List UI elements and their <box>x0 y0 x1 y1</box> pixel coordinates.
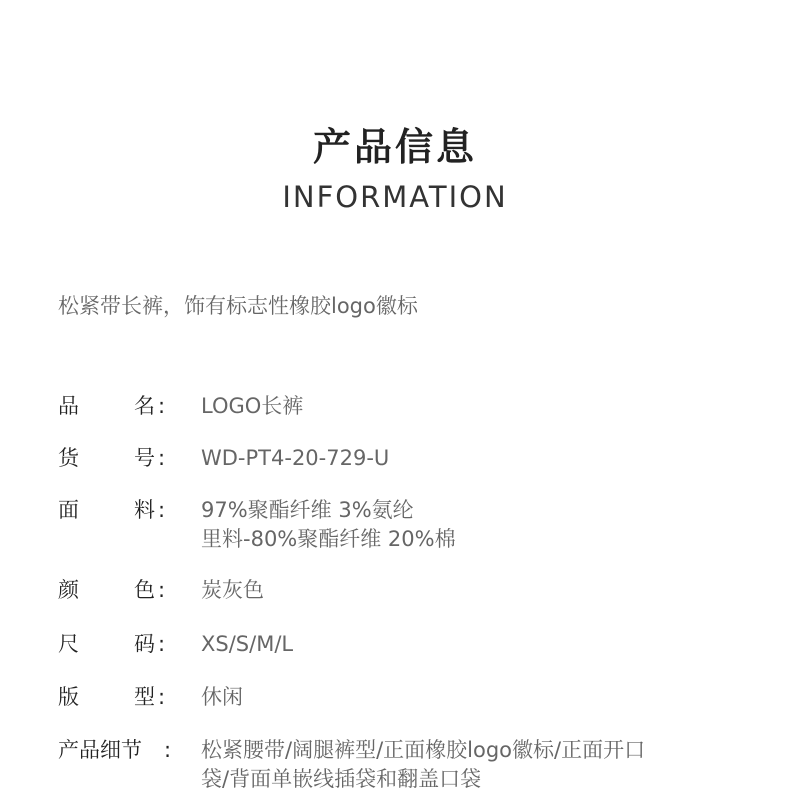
fabric-line-2: 里料-80%聚酯纤维 20%棉 <box>201 527 456 551</box>
fabric-line-1: 97%聚酯纤维 3%氨纶 <box>201 498 414 522</box>
section-subtitle: INFORMATION <box>282 180 508 214</box>
spec-value-sku: WD-PT4-20-729-U <box>201 446 390 470</box>
spec-colon: : <box>158 394 166 418</box>
spec-colon: : <box>158 578 166 602</box>
spec-colon: : <box>158 685 166 709</box>
product-description: 松紧带长裤，饰有标志性橡胶logo徽标 <box>58 294 418 318</box>
details-line-1: 松紧腰带/阔腿裤型/正面橡胶logo徽标/正面开口 <box>201 738 646 762</box>
spec-colon: : <box>158 498 166 522</box>
spec-value-color: 炭灰色 <box>201 578 264 602</box>
spec-value-fabric <box>201 496 731 554</box>
spec-colon: : <box>158 632 166 656</box>
spec-value-name: LOGO长裤 <box>201 394 304 418</box>
section-title: 产品信息 <box>312 125 477 169</box>
spec-value-details <box>201 736 731 794</box>
spec-colon: : <box>164 738 172 762</box>
spec-value-size: XS/S/M/L <box>201 632 294 656</box>
spec-value-fit: 休闲 <box>201 685 243 709</box>
spec-colon: : <box>158 446 166 470</box>
spec-label: 产品细节 <box>58 738 142 762</box>
details-line-2: 袋/背面单嵌线插袋和翻盖口袋 <box>201 767 482 791</box>
